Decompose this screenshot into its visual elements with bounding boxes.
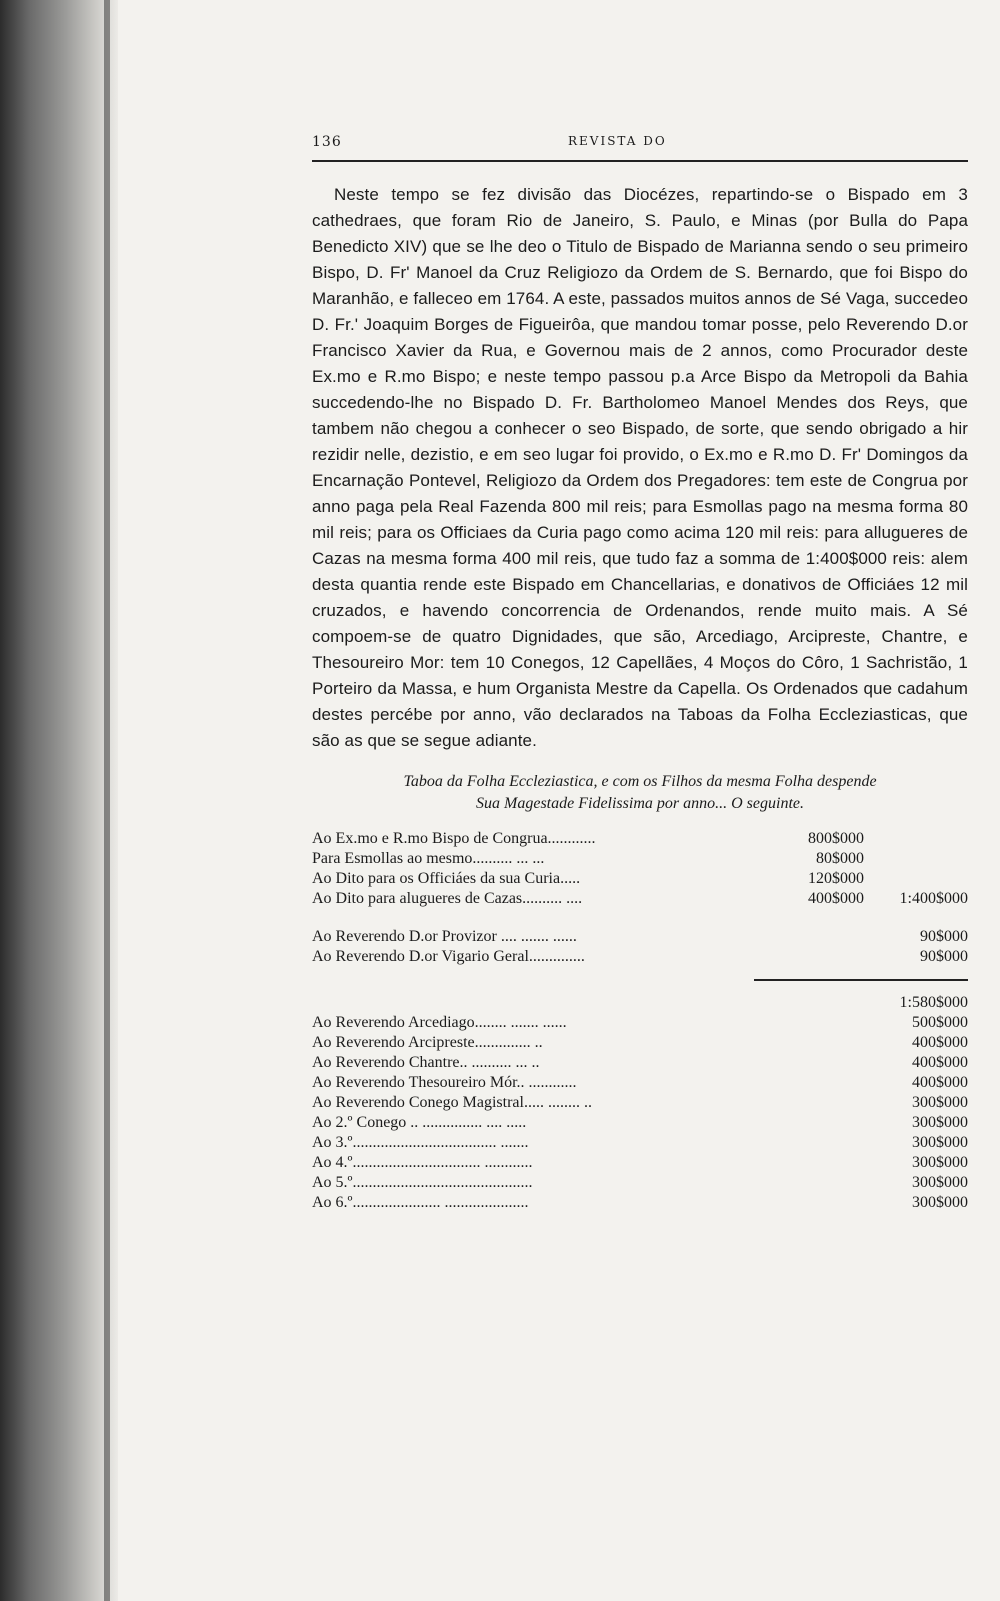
ledger-row — [312, 1153, 968, 1173]
header-rule — [312, 160, 968, 162]
ledger-spacer — [312, 983, 968, 993]
ledger-spacer — [312, 967, 968, 977]
ledger-label: Ao Reverendo Arcipreste.............. .. — [312, 1034, 543, 1051]
ledger-label: Ao Reverendo D.or Vigario Geral.............. — [312, 948, 585, 965]
ledger-total: 500$000 — [912, 1014, 968, 1031]
ledger-row — [312, 1113, 968, 1133]
ledger-total: 400$000 — [912, 1074, 968, 1091]
ledger-row — [312, 1033, 968, 1053]
ledger-total: 90$000 — [920, 948, 968, 965]
ledger-total: 1:400$000 — [899, 890, 968, 907]
ledger-row — [312, 1133, 968, 1153]
ledger-row — [312, 829, 968, 849]
running-total-row — [312, 993, 968, 1013]
running-total: 1:580$000 — [899, 994, 968, 1011]
ledger-label: Ao Reverendo Thesoureiro Mór.. ............ — [312, 1074, 577, 1091]
ledger-amount: 120$000 — [808, 870, 864, 887]
ledger-total: 400$000 — [912, 1034, 968, 1051]
ledger-row — [312, 1013, 968, 1033]
ledger-row — [312, 849, 968, 869]
ledger-row — [312, 1053, 968, 1073]
page-binding-edge — [104, 0, 110, 1601]
ledger-total: 400$000 — [912, 1054, 968, 1071]
body-paragraph: Neste tempo se fez divisão das Diocézes, repartindo-se o Bispado em 3 cathedraes, que foram Rio de Janeiro, S. Paulo, e Minas (por Bulla do Papa Benedicto XIV) que se lhe deo o Titulo de Bispado de Marianna sendo o seu primeiro Bispo, D. Fr' Manoel da Cruz Religiozo da Ordem de S. Bernardo, que foi Bispo do Maranhão, e falleceo em 1764. A este, passados muitos annos de Sé Vaga, succedeo D. Fr.' Joaquim Borges de Figueirôa, que mandou tomar posse, pelo Reverendo D.or Francisco Xavier da Rua, e Governou mais de 2 annos, como Procurador deste Ex.mo e R.mo Bispo; e neste tempo passou p.a Arce Bispo da Metropoli da Bahia succedendo-lhe no Bispado D. Fr. Bartholomeo Manoel Mendes dos Reys, que tambem não chegou a conhecer o seo Bispado, de sorte, que sendo obrigado a hir rezidir nelle, dezistio, e em seo lugar foi provido, o Ex.mo e R.mo D. Fr' Domingos da Encarnação Pontevel, Religiozo da Ordem dos Pregadores: tem este de Congrua por anno paga pela Real Fazenda 800 mil reis; para Esmollas pago na mesma forma 80 mil reis; para os Officiaes da Curia pago como acima 120 mil reis: para allugueres de Cazas na mesma forma 400 mil reis, que tudo faz a somma de 1:400$000 reis: alem desta quantia rende este Bispado em Chancellarias, e donativos de Officiáes 12 mil cruzados, e havendo concorrencia de Ordenandos, rende muito mais. A Sé compoem-se de quatro Dignidades, que são, Arcediago, Arcipreste, Chantre, e Thesoureiro Mor: tem 10 Conegos, 12 Capellães, 4 Moços do Côro, 1 Sachristão, 1 Porteiro da Massa, e hum Organista Mestre da Capella. Os Ordenados que cadahum destes percébe por anno, vão declarados na Taboas da Folha Eccleziasticas, que são as que se segue adiante. — [312, 185, 968, 750]
ledger-label: Ao Ex.mo e R.mo Bispo de Congrua............ — [312, 830, 596, 847]
ledger-total: 90$000 — [920, 928, 968, 945]
sum-rule — [312, 977, 968, 983]
ledger-row — [312, 947, 968, 967]
ledger-total: 300$000 — [912, 1094, 968, 1111]
ledger-label: Ao 6.º...................... ..................... — [312, 1194, 529, 1211]
ledger-label: Ao Reverendo Arcediago........ ....... ...... — [312, 1014, 567, 1031]
ledger-row — [312, 927, 968, 947]
ledger-table — [312, 829, 968, 1213]
ledger-label: Ao 2.º Conego .. ............... .... ..... — [312, 1114, 527, 1131]
ledger-label: Ao Reverendo Chantre.. .......... ... .. — [312, 1054, 540, 1071]
ledger-total: 300$000 — [912, 1194, 968, 1211]
ledger-amount: 400$000 — [808, 890, 864, 907]
table-caption — [312, 771, 968, 815]
ledger-row — [312, 889, 968, 909]
ledger-total: 300$000 — [912, 1174, 968, 1191]
sum-rule-line — [754, 979, 968, 981]
ledger-amount: 80$000 — [816, 850, 864, 867]
ledger-label: Ao Reverendo Conego Magistral..... ........ .. — [312, 1094, 592, 1111]
page-binding-shadow — [0, 0, 118, 1601]
ledger-amount: 800$000 — [808, 830, 864, 847]
document-page — [312, 134, 968, 1213]
ledger-total: 300$000 — [912, 1134, 968, 1151]
ledger-label: Ao Reverendo D.or Provizor .... ....... ...... — [312, 928, 577, 945]
ledger-label: Ao 3.º.................................... ....... — [312, 1134, 529, 1151]
ledger-row — [312, 1173, 968, 1193]
ledger-row — [312, 1093, 968, 1113]
ledger-total: 300$000 — [912, 1114, 968, 1131]
table-caption-line-2: Sua Magestade Fidelissima por anno... O seguinte. — [476, 795, 804, 812]
table-caption-line-1: Taboa da Folha Eccleziastica, e com os Filhos da mesma Folha despende — [403, 773, 877, 790]
ledger-label: Ao 4.º................................ ............ — [312, 1154, 533, 1171]
ledger-row — [312, 869, 968, 889]
page-number: 136 — [312, 134, 342, 150]
ledger-label: Para Esmollas ao mesmo.......... ... ... — [312, 850, 545, 867]
ledger-total: 300$000 — [912, 1154, 968, 1171]
ledger-row — [312, 1073, 968, 1093]
running-head: REVISTA DO — [568, 134, 667, 148]
ledger-row — [312, 1193, 968, 1213]
page-header — [312, 134, 968, 156]
ledger-label: Ao 5.º............................................. — [312, 1174, 533, 1191]
ledger-label: Ao Dito para os Officiáes da sua Curia..... — [312, 870, 581, 887]
ledger-spacer — [312, 909, 968, 927]
ledger-label: Ao Dito para alugueres de Cazas.......... .... — [312, 890, 583, 907]
